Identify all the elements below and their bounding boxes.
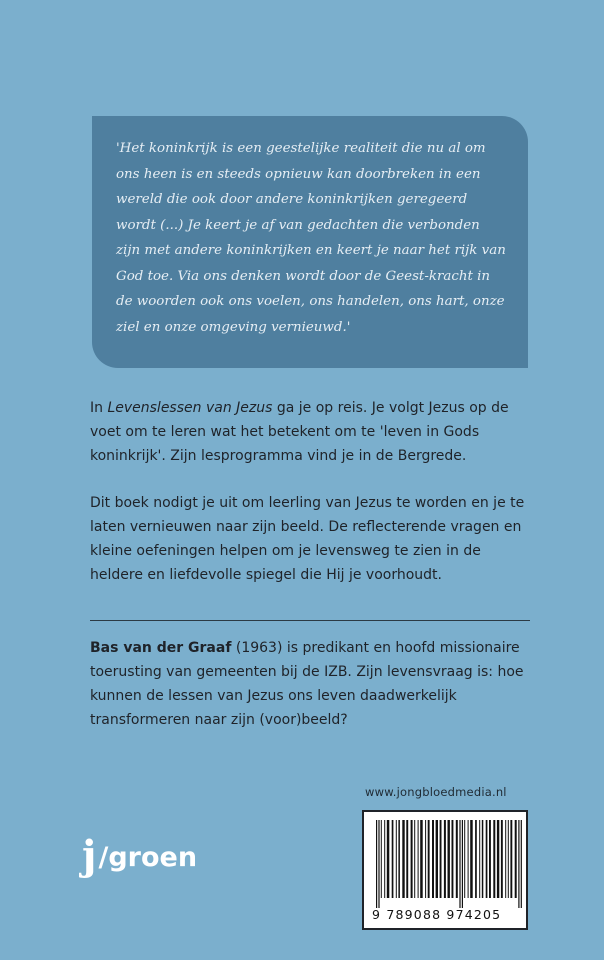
divider — [90, 620, 530, 621]
barcode-bar — [479, 820, 480, 898]
barcode-bar — [384, 820, 385, 898]
description-paragraph: Dit boek nodigt je uit om leerling van Jezus te worden en je te laten vernieuwen naar zijn beeld. De reflecterende vragen en kleine oefeningen helpen om je levensweg te zien in de heldere en liefdevolle spiegel die Hij je voorhoudt. — [90, 495, 525, 583]
barcode-bar — [462, 820, 463, 908]
isbn-number: 9 789088 974205 — [372, 907, 502, 922]
barcode-bar — [420, 820, 423, 898]
author-bio-text: (1963) is predikant en hoofd missionaire toerusting van gemeenten bij de IZB. Zijn levensvraag is: hoe kunnen de lessen van Jezus ons leven daadwerkelijk transformeren naar zijn (voor)beeld? — [90, 640, 524, 728]
barcode-bar — [436, 820, 438, 898]
intro-prefix: In — [90, 400, 108, 416]
barcode-bar — [411, 820, 413, 898]
barcode-bar — [428, 820, 430, 898]
barcode-bar — [508, 820, 509, 898]
quote-box — [92, 116, 528, 368]
intro-rest: ga je op reis. Je volgt Jezus op de voet om te leren wat het betekent om te 'leven in Gods koninkrijk'. Zijn lesprogramma vind je in de Bergrede. — [90, 400, 509, 464]
barcode-bar — [468, 820, 469, 898]
publisher-logo — [82, 832, 198, 879]
barcode-bar — [414, 820, 415, 898]
barcode-bar — [387, 820, 390, 898]
barcode-bar — [501, 820, 503, 898]
barcode-bar — [486, 820, 488, 898]
barcode-bar — [505, 820, 506, 898]
logo-text: /groen — [98, 842, 198, 873]
barcode — [362, 810, 528, 930]
barcode-bar — [418, 820, 419, 898]
barcode-bar — [381, 820, 382, 898]
barcode-bar — [402, 820, 404, 898]
barcode-bar — [497, 820, 499, 898]
barcode-bar — [425, 820, 426, 898]
barcode-bar — [432, 820, 434, 898]
barcode-bar — [518, 820, 519, 908]
book-title: Levenslessen van Jezus — [107, 400, 273, 416]
barcode-bar — [406, 820, 408, 898]
barcode-bar — [444, 820, 446, 898]
quote-text: 'Het koninkrijk is een geestelijke realiteit die nu al om ons heen is en steeds opnieuw kan doorbreken in een wereld die ook door andere koninkrijken geregeerd wordt (...) Je keert je af van gedachten die verbonden zijn met andere koninkrijken en keert je naar het rijk van God toe. Via ons denken wordt door de Geest-kracht in de woorden ook ons voelen, ons handelen, ons hart, onze ziel en onze omgeving vernieuwd.' — [116, 141, 506, 335]
barcode-bar — [489, 820, 491, 898]
barcode-bar — [493, 820, 495, 898]
barcode-bar — [515, 820, 517, 898]
barcode-bar — [398, 820, 400, 898]
barcode-bar — [456, 820, 458, 898]
barcode-bar — [376, 820, 377, 908]
barcode-bar — [510, 820, 512, 898]
barcode-bar — [475, 820, 477, 898]
barcode-bar — [521, 820, 522, 908]
barcode-bar — [440, 820, 442, 898]
publisher-website[interactable]: www.jongbloedmedia.nl — [365, 785, 507, 799]
intro-paragraph — [90, 396, 538, 468]
barcode-bar — [470, 820, 473, 898]
author-name: Bas van der Graaf — [90, 640, 232, 656]
barcode-bar — [396, 820, 397, 898]
barcode-bar — [464, 820, 465, 898]
barcode-bar — [452, 820, 454, 898]
barcode-bar — [448, 820, 450, 898]
barcode-bar — [459, 820, 460, 908]
barcode-bar — [378, 820, 379, 908]
barcode-bar — [392, 820, 394, 898]
barcode-bar — [482, 820, 484, 898]
author-bio — [90, 636, 538, 732]
logo-glyph: j — [82, 832, 97, 879]
